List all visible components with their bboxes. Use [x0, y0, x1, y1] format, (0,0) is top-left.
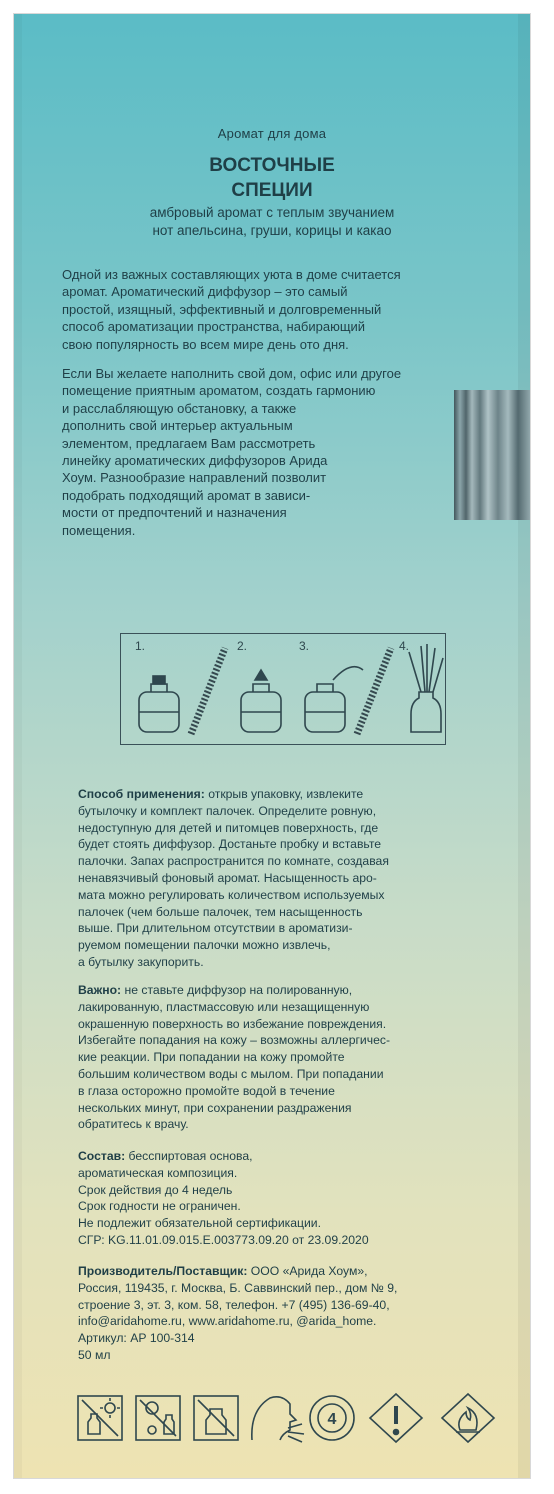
section-heading: Состав:: [78, 1149, 126, 1163]
exclamation-warning-icon: [370, 1394, 422, 1442]
step-label: 2.: [237, 639, 248, 653]
text-span: открыв упаковку, извлеките: [204, 787, 364, 801]
text-line: мата можно регулировать количеством используемых: [78, 887, 385, 902]
text-line: способ ароматизации пространства, набирающий: [62, 319, 366, 335]
diffuser-icon: [409, 644, 443, 732]
text-line: Не подлежит обязательной сертификации.: [78, 1216, 322, 1231]
steps-illustration: [121, 634, 445, 744]
text-line: Хоум. Разнообразие направлений позволит: [62, 470, 327, 486]
text-line: линейку ароматических диффузоров Арида: [62, 453, 328, 469]
sun-bottle-icon: [78, 1396, 122, 1440]
sticks-bundle-icon: [357, 648, 391, 734]
section-heading: Способ применения:: [78, 787, 205, 801]
section-heading: Производитель/Поставщик:: [78, 1264, 248, 1278]
child-pet-bottle-icon: [136, 1396, 180, 1440]
warning-section: [78, 982, 518, 1133]
recycle-4-icon: [310, 1396, 354, 1440]
text-line: лакированную, пластмассовую или незащищенную: [78, 999, 370, 1014]
text-line: Избегайте попадания на кожу – возможны аллергичес-: [78, 1033, 391, 1048]
safety-icons: [76, 1390, 516, 1450]
usage-instructions: [78, 786, 518, 971]
text-line: обратитесь к врачу.: [78, 1117, 189, 1132]
text-line: аромат. Ароматический диффузор – это самый: [62, 284, 348, 300]
step-label: 1.: [135, 639, 146, 653]
flame-warning-icon: [442, 1394, 494, 1442]
composition-section: [78, 1148, 518, 1249]
bottle-icon: [194, 1396, 238, 1440]
text-line: свою популярность во всем мире день ото дня.: [62, 336, 349, 352]
text-line: СГР: KG.11.01.09.015.Е.003773.09.20 от 23.09.2020: [78, 1232, 369, 1247]
text-line: палочки. Запах распространится по комнате, создавая: [78, 854, 389, 869]
manufacturer-section: [78, 1263, 518, 1364]
text-line: недоступную для детей и питомцев поверхность, где: [78, 820, 379, 835]
text-line: бутылочку и комплект палочек. Определите ровную,: [78, 803, 377, 818]
intro-paragraph-1: [62, 266, 522, 353]
text-line: Россия, 119435, г. Москва, Б. Саввинский пер., дом № 9,: [78, 1280, 398, 1295]
text-line: Артикул: АР 100-314: [78, 1331, 195, 1346]
text-line: строение 3, эт. 3, ком. 58, телефон. +7 (495) 136-69-40,: [78, 1297, 390, 1312]
svg-text:4: 4: [327, 1411, 337, 1428]
section-heading: Важно:: [78, 983, 122, 997]
text-line: мости от предпочтений и назначения: [62, 505, 287, 521]
text-line: а бутылку закупорить.: [78, 954, 204, 969]
usage-steps-diagram: [120, 633, 446, 745]
face-spray-icon: [252, 1397, 304, 1442]
text-line: info@aridahome.ru, www.aridahome.ru, @arida_home.: [78, 1314, 377, 1329]
intro-paragraph-2: [62, 365, 522, 539]
text-line: нескольких минут, при сохранении раздражения: [78, 1100, 352, 1115]
text-line: элементом, предлагаем Вам рассмотреть: [62, 435, 316, 451]
package-panel: [14, 14, 530, 1478]
product-title: [14, 153, 530, 203]
text-line: выше. При длительном отсутствии в ароматизи-: [78, 921, 353, 936]
sticks-bundle-icon: [191, 648, 225, 734]
bottle-capped-icon: [139, 676, 179, 732]
text-line: Одной из важных составляющих уюта в доме считается: [62, 267, 401, 282]
bottle-pour-icon: [305, 667, 363, 732]
step-label: 3.: [299, 639, 310, 653]
title-line-1: ВОСТОЧНЫЕ: [209, 155, 335, 176]
text-line: [78, 982, 518, 999]
description-line-1: амбровый аромат с теплым звучанием: [149, 205, 395, 220]
text-line: Срок действия до 4 недель: [78, 1182, 233, 1197]
safety-icons-row: [76, 1390, 516, 1450]
text-line: помещения.: [62, 522, 136, 538]
text-line: подобрать подходящий аромат в зависи-: [62, 487, 311, 503]
title-line-2: СПЕЦИИ: [231, 180, 313, 201]
text-line: ароматическая композиция.: [78, 1165, 238, 1180]
text-line: окрашенную поверхность во избежание повреждения.: [78, 1016, 387, 1031]
text-line: большим количеством воды с мылом. При попадании: [78, 1066, 384, 1081]
text-line: [78, 1148, 518, 1165]
product-category: Аромат для дома: [217, 126, 327, 141]
product-description: [14, 204, 530, 240]
text-line: ненавязчивый фоновый аромат. Насыщенность аро-: [78, 870, 377, 885]
text-line: Срок годности не ограничен.: [78, 1199, 241, 1214]
bottle-open-icon: [241, 670, 281, 732]
text-line: помещение приятным ароматом, создать гармонию: [62, 383, 376, 399]
text-line: простой, изящный, эффективный и долговременный: [62, 301, 382, 317]
text-line: [78, 786, 518, 803]
description-line-2: нот апельсина, груши, корицы и какао: [152, 223, 392, 238]
text-line: дополнить свой интерьер актуальным: [62, 418, 293, 434]
text-line: [78, 1263, 518, 1280]
text-line: палочек (чем больше палочек, тем насыщенность: [78, 904, 363, 919]
text-line: в глаза осторожно промойте водой в течение: [78, 1083, 335, 1098]
text-line: и расслабляющую обстановку, а также: [62, 400, 297, 416]
text-span: ООО «Арида Хоум»,: [247, 1264, 368, 1278]
text-line: 50 мл: [78, 1347, 111, 1362]
text-line: будет стоять диффузор. Достаньте пробку и вставьте: [78, 837, 382, 852]
text-span: бесспиртовая основа,: [125, 1149, 253, 1163]
text-line: кие реакции. При попадании на кожу промойте: [78, 1050, 345, 1065]
text-line: Если Вы желаете наполнить свой дом, офис или другое: [62, 366, 402, 381]
text-line: руемом помещении палочки можно извлечь,: [78, 938, 331, 953]
step-label: 4.: [399, 639, 410, 653]
text-span: не ставьте диффузор на полированную,: [121, 983, 353, 997]
